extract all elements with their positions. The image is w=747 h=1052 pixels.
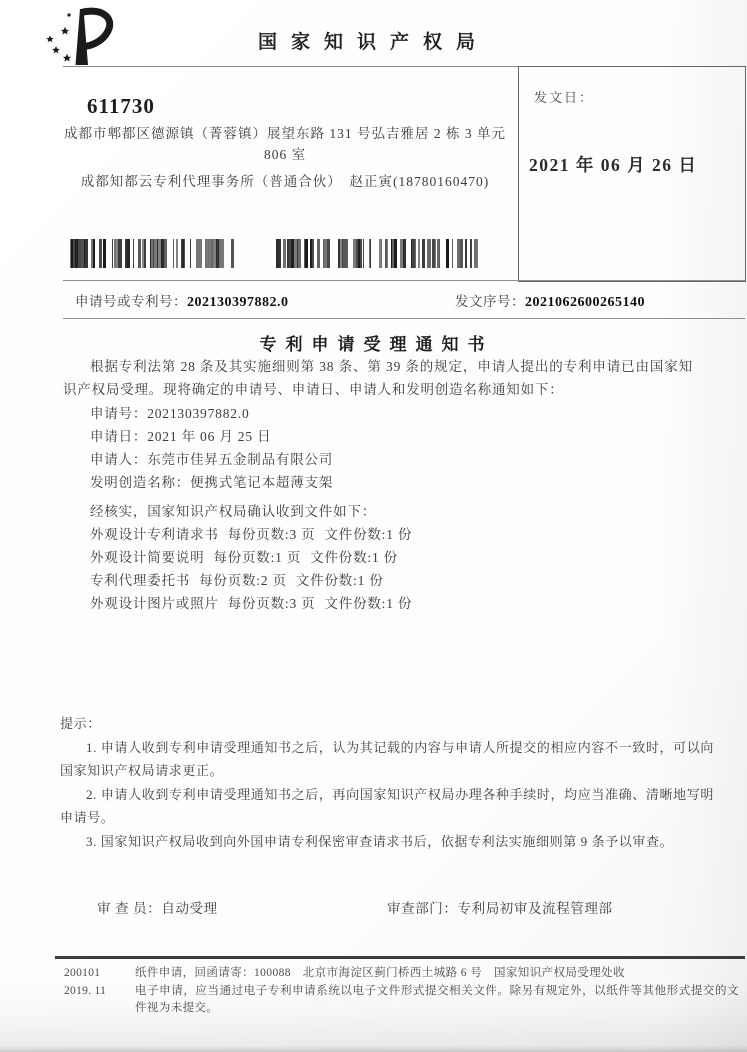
- footer-notes: [135, 965, 739, 1018]
- recipient-address-line2: 806 室: [263, 147, 307, 162]
- field-label: 申请日：: [90, 429, 148, 444]
- document-name: 专利代理委托书: [90, 573, 191, 588]
- barcode-left: [70, 239, 238, 268]
- field-invention-name: [90, 471, 412, 494]
- document-name: 外观设计专利请求书: [90, 527, 219, 542]
- footer-form-code: 2019. 11: [64, 984, 107, 997]
- examiner-label: 审 查 员：: [97, 901, 162, 916]
- document-copies: 文件份数:1 份: [324, 596, 413, 611]
- field-label: 申请号：: [90, 406, 148, 421]
- footer-note-paper: 纸件申请，回函请寄：100088 北京市海淀区蓟门桥西土城路 6 号 国家知识产权局受理处收: [135, 967, 625, 979]
- document-pages: 每份页数:3 页: [227, 527, 316, 542]
- document-pages: 每份页数:2 页: [199, 573, 287, 588]
- signoff-row: [97, 897, 697, 917]
- field-value: 2021 年 06 月 25 日: [147, 429, 272, 444]
- recipient-code: 611730: [87, 94, 155, 118]
- hints-section: [60, 712, 714, 853]
- document-copies: 文件份数:1 份: [324, 527, 413, 542]
- hint-item-1: 1. 申请人收到专利申请受理通知书之后，认为其记载的内容与申请人所提交的相应内容不一致时，可以向国家知识产权局请求更正。: [60, 739, 714, 778]
- hint-item-2: 2. 申请人收到专利申请受理通知书之后，再向国家知识产权局办理各种手续时，均应当准确、清晰地写明申请号。: [60, 786, 714, 825]
- divider-below-numbers: [63, 318, 745, 319]
- recipient-agent-line: 成都知都云专利代理事务所（普通合伙） 赵正寅(18780160470): [80, 174, 490, 189]
- field-application-date: [90, 425, 412, 448]
- document-item: [90, 523, 412, 546]
- received-intro: 经核实，国家知识产权局确认收到文件如下：: [90, 504, 376, 519]
- document-name: 外观设计简要说明: [90, 550, 205, 565]
- barcode-right: [275, 239, 478, 268]
- numbers-row: [75, 290, 737, 311]
- field-label: 发明创造名称：: [90, 475, 191, 490]
- document-item: [90, 546, 412, 569]
- department-value: 专利局初审及流程管理部: [457, 901, 613, 916]
- document-copies: 文件份数:1 份: [295, 573, 384, 588]
- notice-intro-paragraph: 根据专利法第 28 条及其实施细则第 38 条、第 39 条的规定，申请人提出的专利申请已由国家知识产权局受理。现将确定的申请号、申请日、申请人和发明创造名称通知如下：: [63, 359, 693, 397]
- document-item: [90, 592, 412, 615]
- field-application-number: [90, 402, 412, 425]
- examiner-value: 自动受理: [161, 901, 218, 916]
- footer-form-code: 200101: [64, 967, 101, 979]
- agency-title: 国家知识产权局: [257, 32, 489, 53]
- serial-number-value: 2021062600265140: [525, 295, 645, 310]
- dispatch-date-label: 发文日：: [534, 90, 595, 105]
- application-number-value: 202130397882.0: [187, 295, 289, 310]
- department-label: 审查部门：: [387, 901, 458, 916]
- divider-above-numbers: [63, 280, 745, 281]
- footer-note-electronic: 电子申请，应当通过电子专利申请系统以电子文件形式提交相关文件。除另有规定外，以纸件等其他形式提交的文件视为未提交。: [135, 984, 739, 1014]
- document-name: 外观设计图片或照片: [90, 596, 219, 611]
- notice-title: 专利申请受理通知书: [259, 335, 494, 354]
- field-value: 便携式笔记本超薄支架: [190, 475, 334, 490]
- dispatch-date-box: [518, 66, 746, 282]
- footer-rule: [55, 956, 745, 959]
- document-pages: 每份页数:3 页: [227, 596, 316, 611]
- field-applicant: [90, 448, 412, 471]
- dispatch-date-value: 2021 年 06 月 26 日: [529, 155, 698, 175]
- document-pages: 每份页数:1 页: [213, 550, 302, 565]
- document-item: [90, 569, 412, 592]
- hint-item-3: 3. 国家知识产权局收到向外国申请专利保密审查请求书后，依据专利法实施细则第 9 条予以审查。: [86, 833, 674, 849]
- recipient-address-block: [60, 123, 510, 192]
- document-copies: 文件份数:1 份: [310, 550, 398, 565]
- hints-label: 提示：: [60, 716, 101, 731]
- notice-fields: [90, 402, 412, 615]
- recipient-address-line1: 成都市郫都区德源镇（菁蓉镇）展望东路 131 号弘吉雅居 2 栋 3 单元: [64, 126, 506, 141]
- field-value: 东莞市佳昇五金制品有限公司: [147, 452, 334, 467]
- application-number-label: 申请号或专利号：: [75, 294, 187, 309]
- field-label: 申请人：: [90, 452, 148, 467]
- serial-number-label: 发文序号：: [455, 294, 525, 309]
- footer-form-codes: [64, 965, 106, 1000]
- field-value: 202130397882.0: [147, 406, 250, 421]
